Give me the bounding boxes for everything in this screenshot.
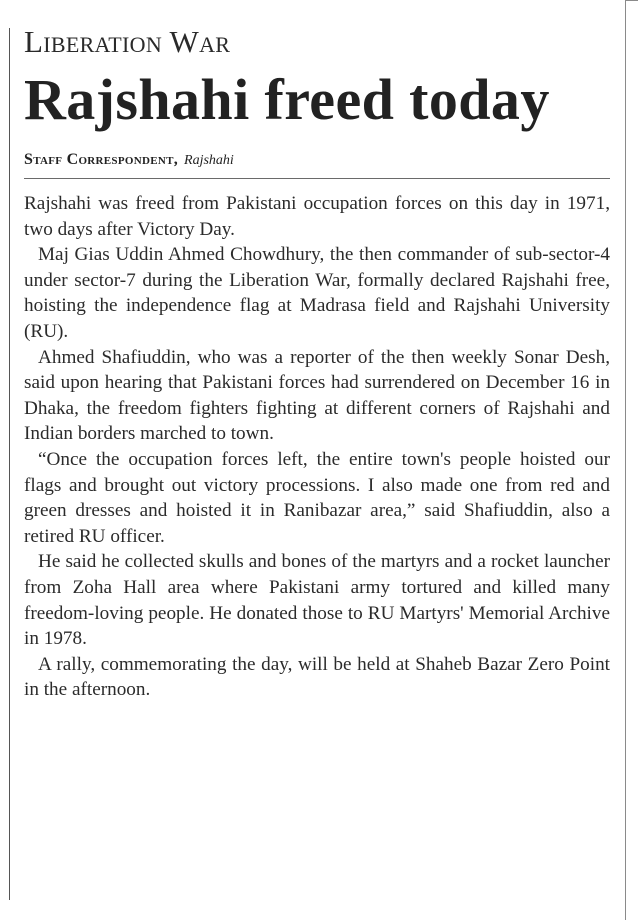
left-column-rule [9,28,10,900]
section-kicker: Liberation War [24,24,231,59]
paragraph: A rally, commemorating the day, will be held at Shaheb Bazar Zero Point in the afternoon. [24,653,610,701]
paragraph: Maj Gias Uddin Ahmed Chowdhury, the then commander of sub-sector-4 under sector-7 during the Liberation War, formally declared Rajshahi free, hoisting the independence flag at Madrasa field and Rajshahi University (RU). [24,244,610,342]
byline-divider [24,178,610,179]
byline-place: Rajshahi [184,153,234,168]
paragraph: Ahmed Shafiuddin, who was a reporter of the then weekly Sonar Desh, said upon hearing that Pakistani forces had surrendered on December 16 in Dhaka, the freedom fighters fighting at different corners of Rajshahi and Indian borders marched to town. [24,346,610,445]
article [24,22,614,703]
top-edge-rule [625,0,638,1]
paragraph: Rajshahi was freed from Pakistani occupation forces on this day in 1971, two days after Victory Day. [24,193,610,240]
right-column-rule [625,0,626,920]
byline [24,150,614,171]
paragraph: He said he collected skulls and bones of the martyrs and a rocket launcher from Zoha Hall area where Pakistani army tortured and killed many freedom-loving people. He donated those to RU Martyrs' Memorial Archive in 1978. [24,551,610,650]
paragraph: “Once the occupation forces left, the entire town's people hoisted our flags and brought out victory processions. I also made one from red and green dresses and hoisted it in Ranibazar area,” said Shafiuddin, also a retired RU officer. [24,448,610,547]
article-body [24,191,610,703]
byline-author: Staff Correspondent, [24,151,179,168]
headline: Rajshahi freed today [24,67,550,132]
